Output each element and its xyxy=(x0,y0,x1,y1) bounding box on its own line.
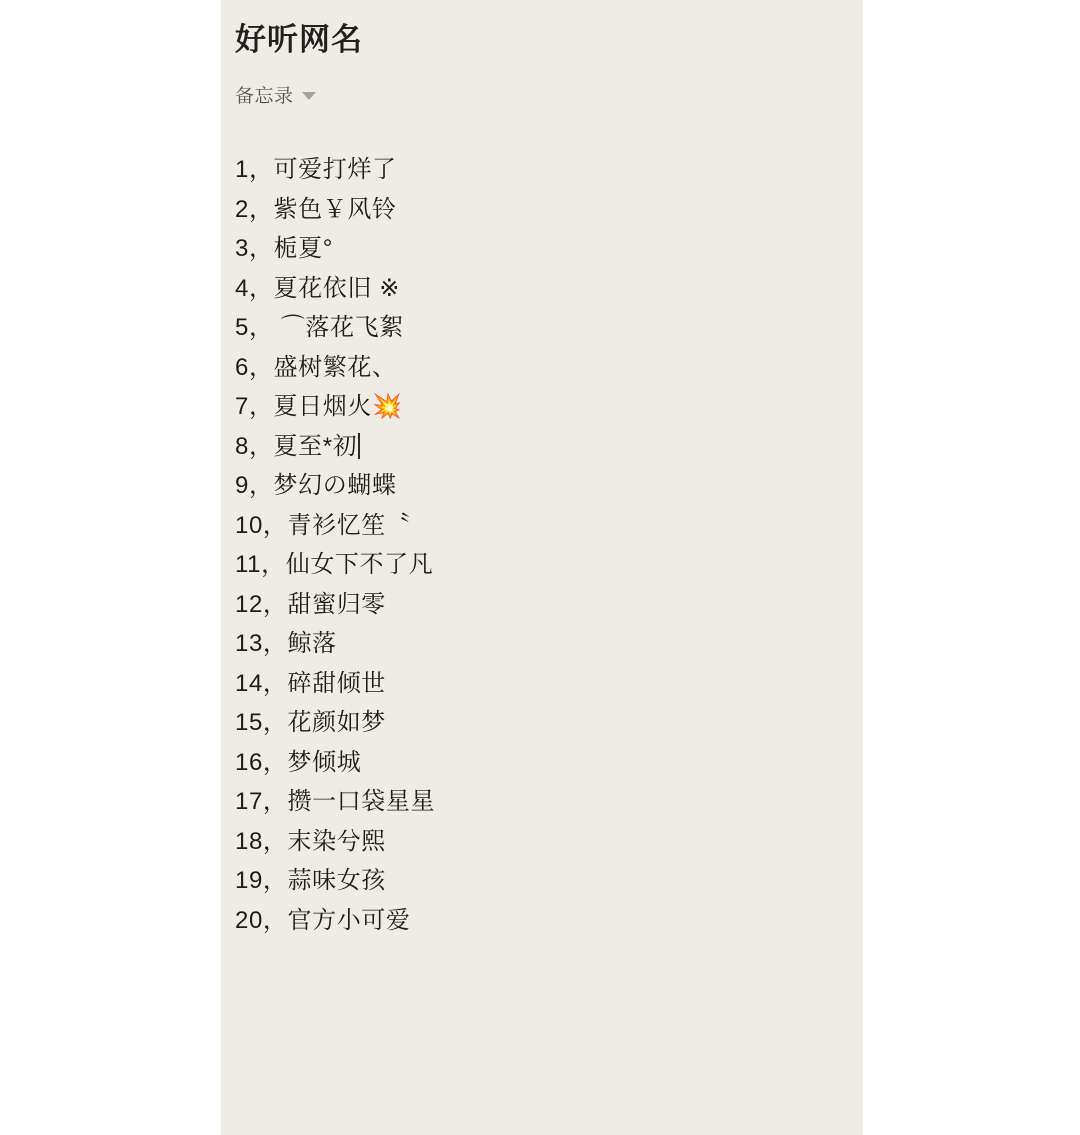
list-item-with-cursor[interactable] xyxy=(235,427,835,467)
list-item-text: 8，夏至*初 xyxy=(235,432,358,460)
list-item: 15，花颜如梦 xyxy=(235,709,386,736)
list-item: 9，梦幻の蝴蝶 xyxy=(235,472,397,499)
note-source-row[interactable] xyxy=(235,82,835,106)
list-item: 1，可爱打烊了 xyxy=(235,156,397,183)
chevron-down-icon[interactable] xyxy=(302,92,316,100)
note-title: 好听网名 xyxy=(235,22,363,57)
text-cursor xyxy=(358,433,360,459)
sheet-bottom-spacer xyxy=(235,940,835,1130)
list-item: 4，夏花依旧 ※ xyxy=(235,274,400,302)
list-item: 12，甜蜜归零 xyxy=(235,590,386,618)
list-item: 17，攒一口袋星星 xyxy=(235,788,436,815)
list-item: 10，青衫忆笙〝 xyxy=(235,511,411,539)
list-item: 6，盛树繁花、 xyxy=(235,353,397,381)
list-item: 13，鲸落 xyxy=(235,630,337,657)
list-item: 2，紫色￥风铃 xyxy=(235,195,397,223)
list-item: 11，仙女下不了凡 xyxy=(235,551,434,578)
note-sheet xyxy=(221,0,863,1135)
list-item: 18，末染兮熙 xyxy=(235,827,386,855)
list-item: 19，蒜味女孩 xyxy=(235,867,386,894)
list-item: 5， ⌒落花飞絮 xyxy=(235,314,404,341)
note-source-label: 备忘录 xyxy=(235,85,294,107)
note-lines-list[interactable] xyxy=(235,150,835,940)
note-content xyxy=(221,0,863,1130)
list-item: 3，栀夏° xyxy=(235,235,333,262)
list-item: 14，碎甜倾世 xyxy=(235,669,386,697)
list-item: 16，梦倾城 xyxy=(235,748,362,776)
list-item: 20，官方小可爱 xyxy=(235,906,411,934)
list-item: 7，夏日烟火💥 xyxy=(235,393,403,420)
